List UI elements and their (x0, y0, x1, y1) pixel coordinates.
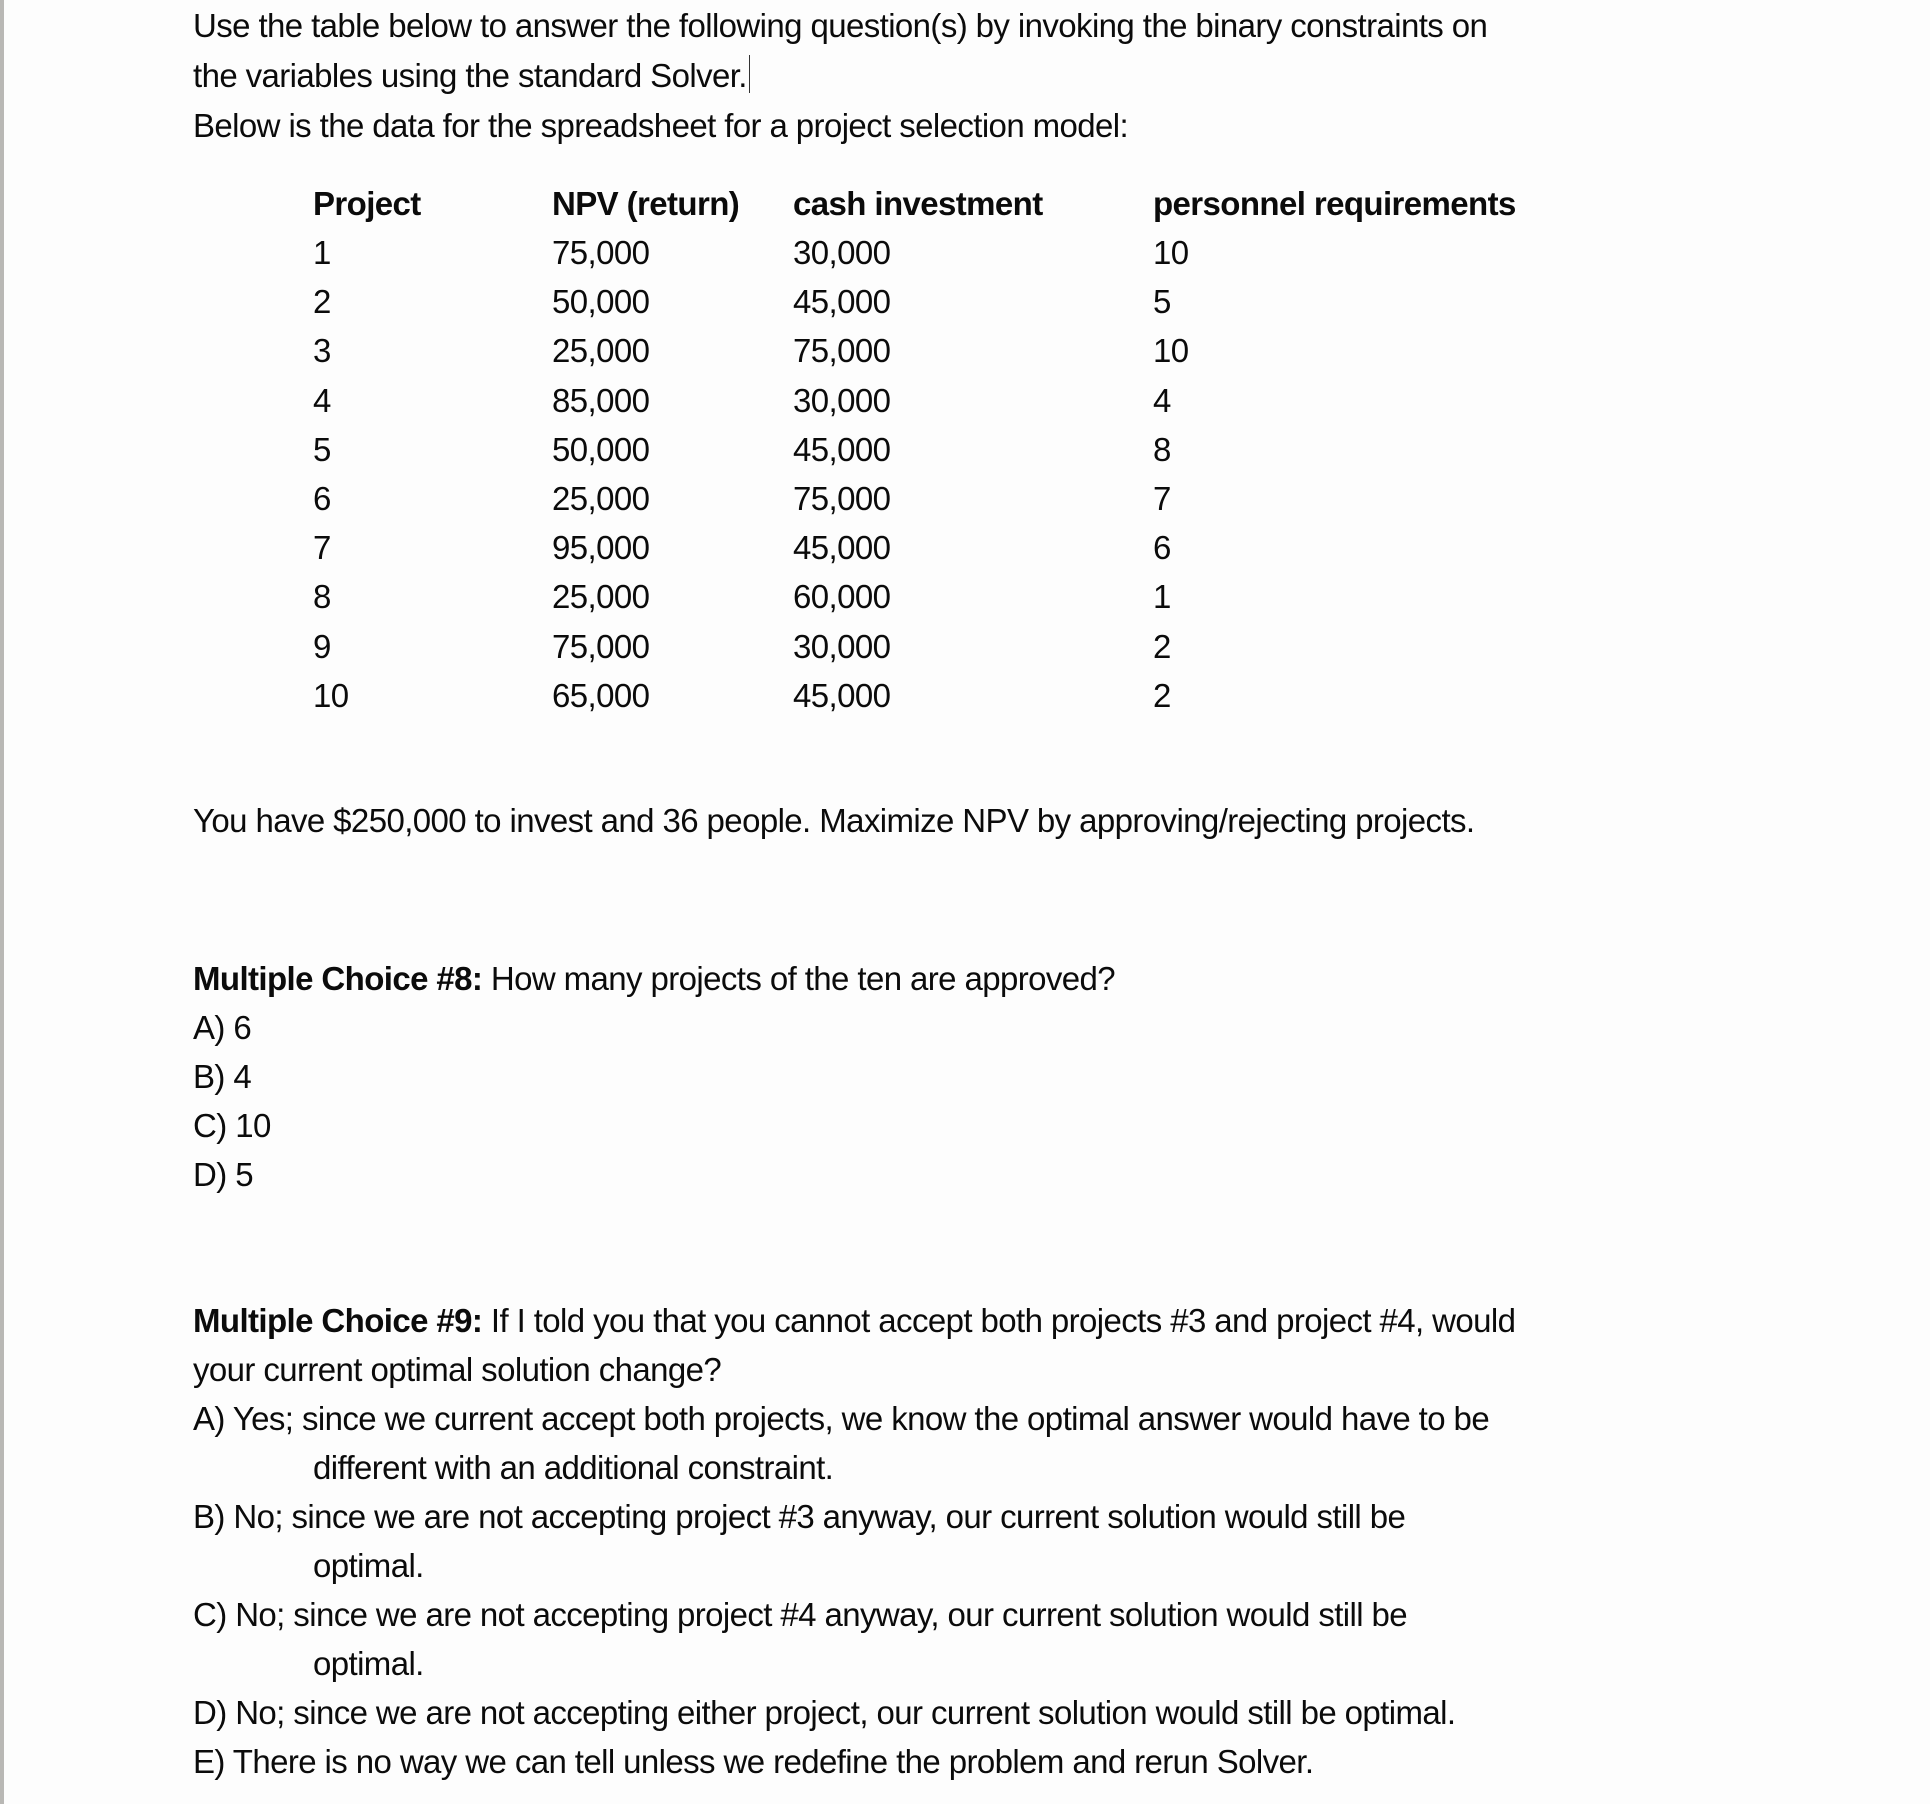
table-cell-npv: 25,000 (552, 480, 650, 517)
mc8-label: Multiple Choice #8: (193, 960, 483, 997)
table-cell-cash-investment: 45,000 (793, 430, 891, 468)
table-cell-cash-investment: 45,000 (793, 529, 891, 567)
table-cell-project: 10 (313, 676, 349, 714)
table-cell-project: 1 (313, 234, 331, 271)
table-cell-personnel: 10 (1153, 332, 1189, 370)
mc9-question-line-1: Multiple Choice #9: If I told you that you cannot accept both projects #3 and project #4, would (193, 1302, 1516, 1339)
table-cell-cash-investment: 45,000 (793, 283, 891, 321)
mc8-option-c: C) 10 (193, 1107, 271, 1144)
table-cell-npv: 50,000 (552, 283, 650, 321)
table-cell-npv: 95,000 (552, 529, 650, 567)
table-cell-cash-investment: 30,000 (793, 381, 891, 419)
table-cell-cash-investment: 30,000 (793, 234, 891, 271)
table-cell-npv: 85,000 (552, 381, 650, 419)
mc8-question: Multiple Choice #8: How many projects of the ten are approved? (193, 960, 1116, 997)
text-cursor (749, 55, 751, 93)
table-cell-project: 3 (313, 332, 331, 370)
mc9-question-line-2: your current optimal solution change? (193, 1351, 722, 1388)
table-cell-npv: 65,000 (552, 676, 650, 714)
intro-line-3: Below is the data for the spreadsheet for a project selection model: (193, 107, 1129, 144)
table-cell-cash-investment: 75,000 (793, 480, 891, 517)
header-npv: NPV (return) (552, 185, 740, 222)
table-cell-personnel: 2 (1153, 676, 1171, 714)
mc9-option-c: C) No; since we are not accepting project #4 anyway, our current solution would still be (193, 1596, 1408, 1633)
table-cell-npv: 75,000 (552, 234, 650, 271)
table-cell-project: 7 (313, 529, 331, 567)
constraint-text: You have $250,000 to invest and 36 people. Maximize NPV by approving/rejecting projects. (193, 802, 1475, 839)
left-margin-bar (0, 0, 4, 1804)
intro-line-1: Use the table below to answer the following question(s) by invoking the binary constraints on (193, 7, 1488, 44)
mc9-option-b-cont: optimal. (313, 1547, 424, 1584)
table-cell-personnel: 4 (1153, 381, 1171, 419)
table-cell-project: 4 (313, 381, 331, 419)
table-cell-project: 8 (313, 578, 331, 616)
mc9-label: Multiple Choice #9: (193, 1302, 483, 1339)
mc9-option-a: A) Yes; since we current accept both projects, we know the optimal answer would have to be (193, 1400, 1490, 1437)
table-cell-cash-investment: 30,000 (793, 627, 891, 665)
table-cell-npv: 75,000 (552, 627, 650, 665)
table-cell-cash-investment: 45,000 (793, 676, 891, 714)
header-project: Project (313, 185, 421, 222)
table-cell-npv: 25,000 (552, 332, 650, 370)
table-cell-cash-investment: 75,000 (793, 332, 891, 370)
mc9-option-a-cont: different with an additional constraint. (313, 1449, 834, 1486)
header-personnel: personnel requirements (1153, 185, 1516, 222)
mc9-option-b: B) No; since we are not accepting project #3 anyway, our current solution would still be (193, 1498, 1406, 1535)
table-cell-personnel: 5 (1153, 283, 1171, 321)
table-cell-project: 2 (313, 283, 331, 321)
table-cell-personnel: 2 (1153, 627, 1171, 665)
table-cell-personnel: 6 (1153, 529, 1171, 567)
table-cell-personnel: 1 (1153, 578, 1171, 616)
header-cash-investment: cash investment (793, 185, 1043, 222)
mc9-option-c-cont: optimal. (313, 1645, 424, 1682)
mc9-option-e: E) There is no way we can tell unless we redefine the problem and rerun Solver. (193, 1743, 1314, 1780)
mc8-option-d: D) 5 (193, 1156, 253, 1193)
table-cell-project: 5 (313, 430, 331, 468)
table-cell-npv: 50,000 (552, 430, 650, 468)
intro-line-2: the variables using the standard Solver. (193, 51, 750, 100)
table-cell-personnel: 7 (1153, 480, 1171, 517)
table-cell-personnel: 8 (1153, 430, 1171, 468)
mc8-option-b: B) 4 (193, 1058, 252, 1095)
table-cell-npv: 25,000 (552, 578, 650, 616)
mc8-option-a: A) 6 (193, 1009, 252, 1046)
table-cell-personnel: 10 (1153, 234, 1189, 271)
table-cell-project: 6 (313, 480, 331, 517)
table-cell-project: 9 (313, 627, 331, 665)
table-cell-cash-investment: 60,000 (793, 578, 891, 616)
mc9-option-d: D) No; since we are not accepting either project, our current solution would still be optimal. (193, 1694, 1456, 1731)
